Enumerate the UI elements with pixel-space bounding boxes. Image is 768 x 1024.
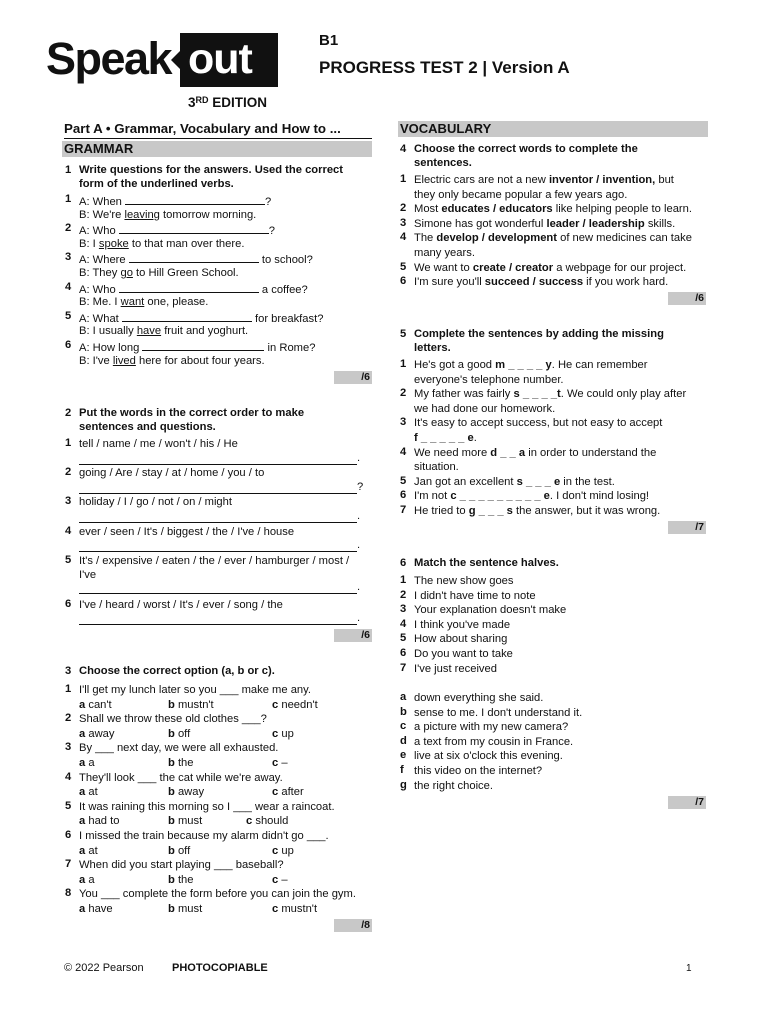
option-c[interactable]: c mustn't xyxy=(272,902,318,915)
option-c[interactable]: c after xyxy=(272,786,304,799)
item-number: 6 xyxy=(65,338,72,351)
option-c[interactable]: c – xyxy=(272,756,288,769)
item-number: 2 xyxy=(65,712,72,725)
option-b[interactable]: b mustn't xyxy=(168,698,214,711)
question-prompt: A: Who xyxy=(79,283,116,296)
option-c[interactable]: c up xyxy=(272,844,294,857)
q4-instruction-text: Choose the correct words to complete the sentences. xyxy=(414,143,638,169)
answer-blank[interactable] xyxy=(129,251,259,263)
question-text: By ___ next day, we were all exhausted. xyxy=(79,742,279,755)
item-number: 7 xyxy=(400,503,407,516)
list-item: 1 Electric cars are not a new inventor / invention, but they only became popular a few years ago. xyxy=(400,173,674,201)
option-b[interactable]: b must xyxy=(168,815,203,828)
answer-text-end: to that man over there. xyxy=(128,237,245,250)
list-item: b sense to me. I don't understand it. xyxy=(400,705,583,719)
item-number: 5 xyxy=(400,260,407,273)
line-end-punct: . xyxy=(357,612,361,625)
option-b[interactable]: b off xyxy=(168,727,191,740)
logo-speak: Speak xyxy=(46,33,172,84)
q6-first-halves xyxy=(400,574,706,676)
word-choice[interactable]: leader / leadership xyxy=(546,217,645,230)
underlined-verb: go xyxy=(120,266,133,279)
item-number: 3 xyxy=(65,495,72,508)
answer-text-end: here for about four years. xyxy=(135,354,265,367)
answer-text: B: They xyxy=(79,266,121,279)
word-prompt: It's / expensive / eaten / the / ever / hamburger / most / xyxy=(79,554,350,567)
q4-items xyxy=(400,173,706,290)
option-a[interactable]: a a xyxy=(79,756,95,769)
word-choice[interactable]: create / creator xyxy=(472,261,554,274)
list-item xyxy=(65,466,365,495)
line-end-punct: . xyxy=(357,509,361,522)
q3-score-box: /8 xyxy=(334,919,372,932)
write-line[interactable] xyxy=(79,522,357,523)
item-number: 5 xyxy=(65,799,72,812)
list-item xyxy=(65,800,365,829)
word-choice[interactable]: succeed / success xyxy=(484,276,584,289)
list-item: 3 Your explanation doesn't make xyxy=(400,603,567,617)
list-item xyxy=(65,683,365,712)
q1-number: 1 xyxy=(65,164,72,176)
write-line[interactable] xyxy=(79,551,357,552)
q3-instruction xyxy=(65,665,355,679)
write-line[interactable] xyxy=(79,493,357,494)
question-prompt: A: When xyxy=(79,196,122,208)
q1-items xyxy=(65,193,365,368)
option-c[interactable]: c – xyxy=(272,873,288,886)
list-item: 7 I've just received xyxy=(400,661,497,675)
item-number: 4 xyxy=(65,524,72,537)
photocopiable-label: PHOTOCOPIABLE xyxy=(172,962,268,974)
item-number: 5 xyxy=(400,474,407,487)
item-number: 5 xyxy=(65,309,72,322)
missing-letters-word[interactable]: f _ _ _ _ _ e xyxy=(414,431,474,444)
option-a[interactable]: a a xyxy=(79,873,95,886)
answer-blank[interactable] xyxy=(122,310,252,322)
list-item: 5 Jan got an excellent s _ _ _ e in the test. xyxy=(400,474,615,488)
question-text: Shall we throw these old clothes ___? xyxy=(79,713,267,726)
line-end-punct: ? xyxy=(357,480,364,493)
line-end-punct: . xyxy=(357,580,361,593)
list-item xyxy=(65,222,365,251)
answer-blank[interactable] xyxy=(119,281,259,293)
q2-number: 2 xyxy=(65,407,72,419)
list-item xyxy=(65,310,365,339)
question-text: They'll look ___ the cat while we're away. xyxy=(79,771,283,784)
list-item: 6 Do you want to take xyxy=(400,646,513,660)
item-number: 5 xyxy=(65,553,72,566)
question-prompt: A: Where xyxy=(79,254,126,267)
item-number: 1 xyxy=(400,173,407,185)
item-number: 3 xyxy=(65,251,72,264)
list-item xyxy=(65,598,365,627)
item-number: 1 xyxy=(65,193,72,205)
item-number: 2 xyxy=(400,387,407,400)
logo-out: out xyxy=(188,35,252,83)
word-prompt: ever / seen / It's / biggest / the / I've / house xyxy=(79,525,295,538)
item-number: 3 xyxy=(400,216,407,229)
edition-label: 3RD EDITION xyxy=(188,95,268,110)
option-b[interactable]: b the xyxy=(168,756,194,769)
list-item: 5 How about sharing xyxy=(400,632,508,646)
list-item xyxy=(65,887,365,916)
word-prompt-cont: I've xyxy=(79,569,97,582)
underlined-verb: leaving xyxy=(124,208,160,221)
list-item xyxy=(65,712,365,741)
item-number: 6 xyxy=(400,275,407,288)
item-number: 1 xyxy=(65,437,72,449)
item-number: 3 xyxy=(400,416,407,429)
q2-instruction xyxy=(65,407,355,434)
q5-items xyxy=(400,358,706,519)
write-line[interactable] xyxy=(79,464,357,465)
question-end: ? xyxy=(265,196,272,208)
list-item: 7 He tried to g _ _ _ s the answer, but it was wrong. xyxy=(400,503,661,517)
underlined-verb: lived xyxy=(112,354,136,367)
item-number: 1 xyxy=(400,358,407,370)
vocabulary-heading: VOCABULARY xyxy=(398,121,708,137)
list-item xyxy=(65,858,365,887)
answer-text-end: fruit and yoghurt. xyxy=(161,325,249,338)
word-prompt: holiday / I / go / not / on / might xyxy=(79,496,232,509)
list-item xyxy=(65,281,365,310)
q6-number: 6 xyxy=(400,557,407,569)
list-item: e live at six o'clock this evening. xyxy=(400,749,563,763)
q2-instruction-text: Put the words in the correct order to make sentences and questions. xyxy=(79,407,305,433)
word-prompt: going / Are / stay / at / home / you / to xyxy=(79,467,265,480)
answer-blank[interactable] xyxy=(142,339,264,351)
answer-text-end: one, please. xyxy=(144,296,209,309)
answer-text: B: We're xyxy=(79,208,125,221)
option-b[interactable]: b the xyxy=(168,873,194,886)
option-b[interactable]: b away xyxy=(168,786,205,799)
q2-items xyxy=(65,437,365,627)
missing-letters-word[interactable]: s _ _ _ _t xyxy=(513,388,561,401)
option-b[interactable]: b off xyxy=(168,844,191,857)
question-prompt: A: How long xyxy=(79,341,140,354)
list-item: 1 The new show goes xyxy=(400,574,514,587)
write-line[interactable] xyxy=(79,624,357,625)
question-prompt: A: Who xyxy=(79,225,116,238)
q6-instruction-text: Match the sentence halves. xyxy=(414,557,559,569)
missing-letters-word[interactable]: d _ _ a xyxy=(490,446,526,459)
list-item: 5 We want to create / creator a webpage for our project. xyxy=(400,260,687,274)
list-item: 2 My father was fairly s _ _ _ _t. We could only play after we had done our homework. xyxy=(400,387,687,415)
word-choice[interactable]: inventor / invention, xyxy=(548,174,656,186)
logo-out-box xyxy=(180,33,278,87)
underlined-verb: want xyxy=(120,296,145,309)
question-text: I'll get my lunch later so you ___ make me any. xyxy=(79,684,312,696)
q1-instruction-text: Write questions for the answers. Used the correct form of the underlined verbs. xyxy=(79,164,344,190)
missing-letters-word[interactable]: s _ _ _ e xyxy=(516,475,561,488)
q2-score-box: /6 xyxy=(334,629,372,642)
list-item xyxy=(65,525,365,554)
list-item xyxy=(65,829,365,858)
answer-text: B: Me. I xyxy=(79,296,121,309)
question-end: ? xyxy=(268,225,276,238)
option-a[interactable]: a at xyxy=(79,844,98,857)
option-a[interactable]: a had to xyxy=(79,815,120,828)
list-item xyxy=(65,339,365,368)
list-item: 2 Most educates / educators like helping people to learn. xyxy=(400,202,692,216)
option-c[interactable]: c needn't xyxy=(272,698,318,711)
q3-instruction-text: Choose the correct option (a, b or c). xyxy=(79,665,275,677)
list-item: 4 I think you've made xyxy=(400,617,511,631)
answer-blank[interactable] xyxy=(125,193,265,205)
answer-text: B: I've xyxy=(79,354,113,367)
level-label: B1 xyxy=(319,32,339,49)
word-prompt: I've / heard / worst / It's / ever / song / the xyxy=(79,598,283,611)
list-item: g the right choice. xyxy=(400,778,493,792)
question-prompt: A: What xyxy=(79,312,119,325)
list-item xyxy=(65,554,365,598)
list-item: 3 It's easy to accept success, but not easy to accept f _ _ _ _ _ e. xyxy=(400,416,663,444)
list-item: f this video on the internet? xyxy=(400,763,543,777)
q1-score-box: /6 xyxy=(334,371,372,384)
part-title: Part A • Grammar, Vocabulary and How to ... xyxy=(64,121,341,136)
list-item: a down everything she said. xyxy=(400,691,544,704)
list-item: 6 I'm not c _ _ _ _ _ _ _ _ _ e. I don't mind losing! xyxy=(400,489,650,503)
list-item: 4 We need more d _ _ a in order to understand the situation. xyxy=(400,445,657,474)
list-item: d a text from my cousin in France. xyxy=(400,734,574,748)
q6-score-box: /7 xyxy=(668,796,706,809)
missing-letters-word[interactable]: c _ _ _ _ _ _ _ _ _ e xyxy=(450,490,550,503)
q4-instruction xyxy=(400,143,690,170)
item-number: 2 xyxy=(400,202,407,215)
q3-number: 3 xyxy=(65,665,72,677)
option-c[interactable]: c up xyxy=(272,727,294,740)
copyright: © 2022 Pearson xyxy=(64,962,144,974)
question-text: You ___ complete the form before you can join the gym. xyxy=(79,888,356,901)
item-number: 4 xyxy=(65,280,72,293)
list-item xyxy=(65,437,365,466)
missing-letters-word[interactable]: g _ _ _ s xyxy=(468,504,513,517)
option-a[interactable]: a have xyxy=(79,902,113,915)
q3-items xyxy=(65,683,365,917)
q6-second-halves xyxy=(400,691,706,793)
page-number: 1 xyxy=(686,963,692,974)
list-item xyxy=(65,251,365,280)
item-number: 2 xyxy=(65,466,72,479)
question-text: I missed the train because my alarm didn't go ___. xyxy=(79,829,329,842)
question-text: When did you start playing ___ baseball? xyxy=(79,859,284,872)
line-end-punct: . xyxy=(357,451,361,464)
missing-letters-word[interactable]: m _ _ _ _ y xyxy=(495,359,552,371)
item-number: 8 xyxy=(65,887,72,900)
question-end: to school? xyxy=(258,254,313,267)
option-c[interactable]: c should xyxy=(246,815,289,828)
option-a[interactable]: a can't xyxy=(79,698,112,711)
item-number: 6 xyxy=(400,489,407,502)
list-item: 2 I didn't have time to note xyxy=(400,588,536,602)
question-end: a coffee? xyxy=(258,283,308,296)
word-choice[interactable]: educates / educators xyxy=(441,203,553,216)
item-number: 4 xyxy=(65,770,72,783)
option-b[interactable]: b must xyxy=(168,902,203,915)
question-end: in Rome? xyxy=(264,341,316,354)
q6-instruction xyxy=(400,557,690,571)
write-line[interactable] xyxy=(79,593,357,594)
list-item: c a picture with my new camera? xyxy=(400,720,569,734)
list-item xyxy=(65,193,365,222)
line-end-punct: . xyxy=(357,539,361,552)
list-item: 4 The develop / development of new medicines can take many years. xyxy=(400,231,692,259)
q5-instruction-text: Complete the sentences by adding the missing letters. xyxy=(414,328,664,354)
grammar-heading: GRAMMAR xyxy=(62,141,372,157)
answer-text: B: I xyxy=(79,237,99,250)
logo-notch xyxy=(171,51,180,69)
list-item xyxy=(65,495,365,524)
q1-instruction xyxy=(65,164,355,191)
q5-instruction xyxy=(400,328,690,355)
q4-score-box: /6 xyxy=(668,292,706,305)
list-item: 3 Simone has got wonderful leader / leadership skills. xyxy=(400,216,676,230)
item-number: 4 xyxy=(400,231,407,244)
list-item xyxy=(65,771,365,800)
item-number: 6 xyxy=(65,828,72,841)
word-prompt: tell / name / me / won't / his / He xyxy=(79,438,238,450)
word-choice[interactable]: develop / development xyxy=(436,232,557,245)
answer-text-end: to Hill Green School. xyxy=(132,266,239,279)
answer-blank[interactable] xyxy=(119,222,269,234)
q4-number: 4 xyxy=(400,143,407,155)
list-item: 6 I'm sure you'll succeed / success if you work hard. xyxy=(400,275,669,289)
option-a[interactable]: a at xyxy=(79,786,98,799)
question-text: It was raining this morning so I ___ wear a raincoat. xyxy=(79,800,335,813)
list-item: 1 He's got a good m _ _ _ _ y. He can remember everyone's telephone number. xyxy=(400,358,648,386)
item-number: 4 xyxy=(400,445,407,458)
underlined-verb: spoke xyxy=(98,237,129,250)
option-a[interactable]: a away xyxy=(79,727,115,740)
answer-text: B: I usually xyxy=(79,325,137,338)
q5-number: 5 xyxy=(400,328,407,340)
q5-score-box: /7 xyxy=(668,521,706,534)
item-number: 2 xyxy=(65,222,72,235)
item-number: 3 xyxy=(65,741,72,754)
item-number: 6 xyxy=(65,597,72,610)
item-number: 7 xyxy=(65,858,72,871)
question-end: for breakfast? xyxy=(251,312,324,325)
test-title: PROGRESS TEST 2 | Version A xyxy=(319,58,570,77)
answer-text-end: tomorrow morning. xyxy=(159,208,257,221)
list-item xyxy=(65,741,365,770)
part-title-rule xyxy=(64,138,372,139)
underlined-verb: have xyxy=(136,325,162,338)
item-number: 1 xyxy=(65,683,72,695)
